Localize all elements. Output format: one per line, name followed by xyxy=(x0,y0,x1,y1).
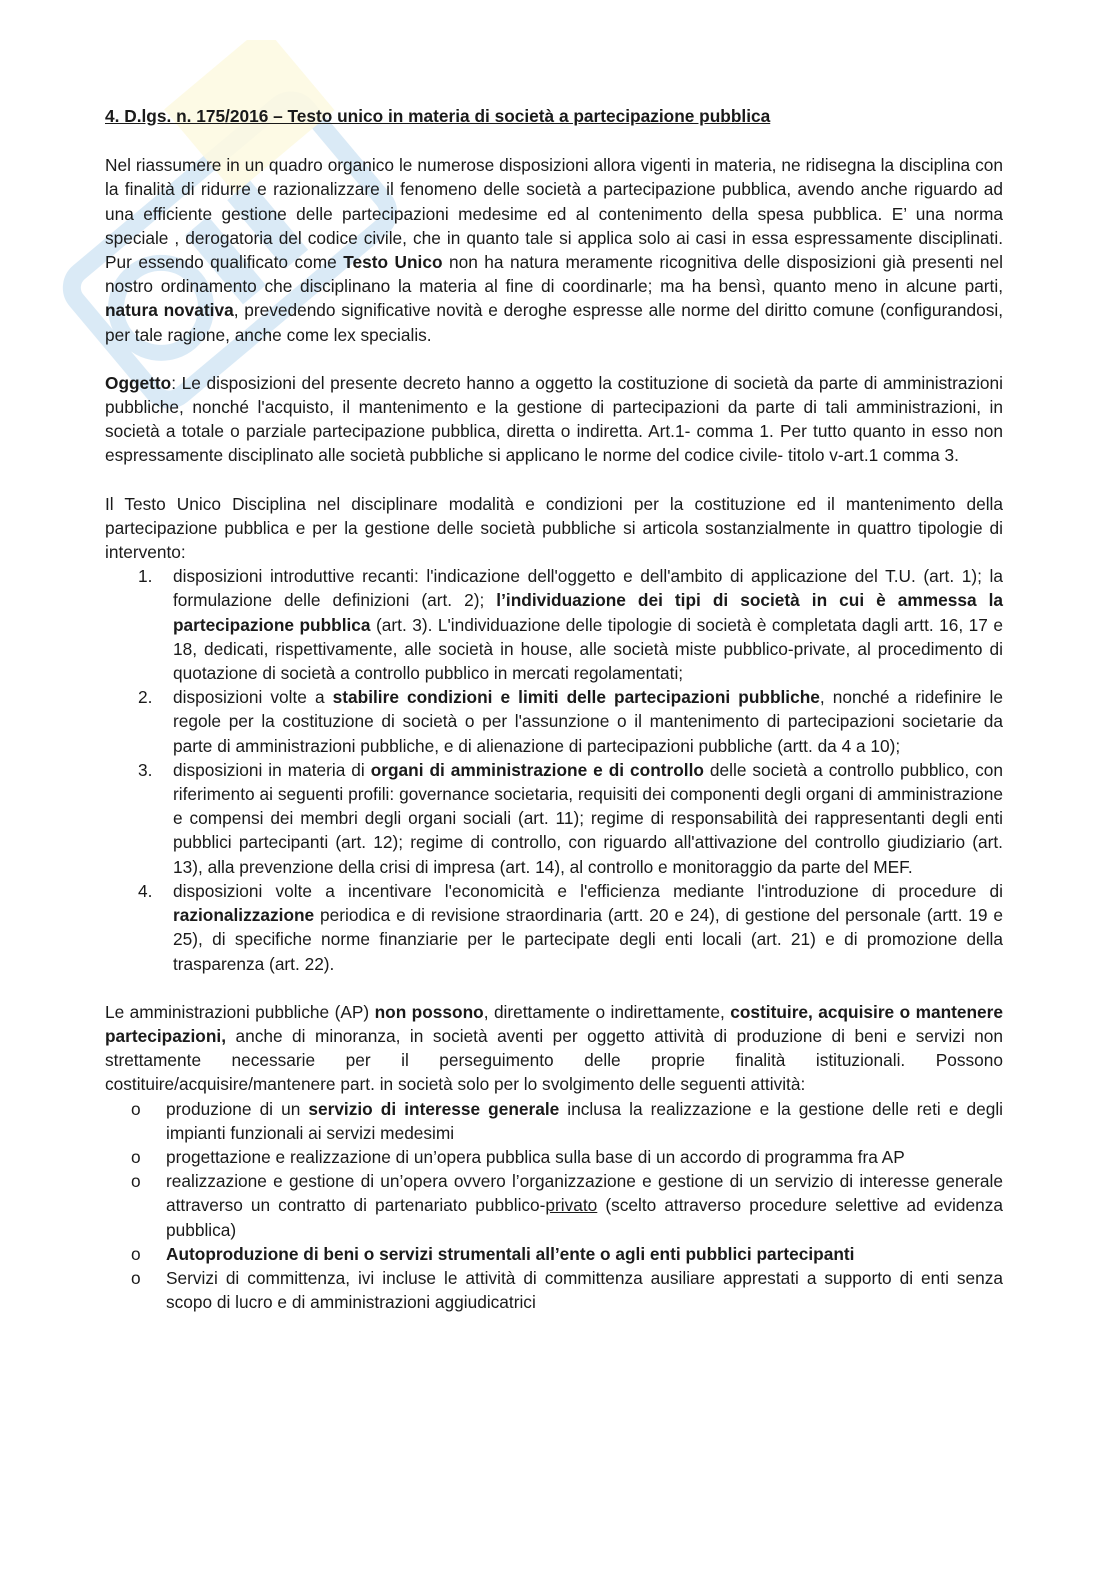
intro-paragraph: Nel riassumere in un quadro organico le numerose disposizioni allora vigenti in materia, ne ridisegna la disciplina con la finalità di ridurre e razionalizzare il fenomeno delle società a partecipazione pubblica, avendo anche riguardo ad una efficiente gestione delle partecipazioni medesime ed al contenimento della spesa pubblica. E’ una norma speciale , derogatoria del codice civile, che in quanto tale si applica solo ai casi in essa espressamente disciplinati. Pur essendo qualificato come Testo Unico non ha natura meramente ricognitiva delle disposizioni già presenti nel nostro ordinamento che disciplinano la materia al fine di coordinarle; ma ha bensì, quanto meno in alcune parti, natura novativa, prevedendo significative novità e deroghe espresse alle norme del diritto comune (configurandosi, per tale ragione, anche come lex specialis. xyxy=(105,155,1004,345)
document-page xyxy=(105,104,1003,1314)
list-item: o produzione di un servizio di interesse generale inclusa la realizzazione e la gestione delle reti e degli impianti funzionali ai servizi medesimi xyxy=(131,1098,1004,1143)
list-item: 3. disposizioni in materia di organi di amministrazione e di controllo delle società a controllo pubblico, con riferimento ai seguenti profili: governance societaria, requisiti dei componenti degli organi di amministrazione e compensi dei membri degli organi sociali (art. 11); regime di responsabilità dei rappresentanti degli enti pubblici partecipanti (art. 12); regime di controllo, con riguardo all'attivazione del controllo giudiziario (art. 13), alla prevenzione della crisi di impresa (art. 14), al controllo e monitoraggio da parte del MEF. xyxy=(138,759,1003,877)
ap-paragraph: Le amministrazioni pubbliche (AP) non possono, direttamente o indirettamente, costituire, acquisire o mantenere partecipazioni, anche di minoranza, in società aventi per oggetto attività di produzione di beni e servizi non strettamente necessarie per il perseguimento delle proprie finalità istituzionali. Possono costituire/acquisire/mantenere part. in società solo per lo svolgimento delle seguenti attività: xyxy=(105,1001,1003,1095)
activities-list xyxy=(105,1097,1003,1315)
list-item: 4. disposizioni volte a incentivare l'economicità e l'efficienza mediante l'introduzione di procedure di razionalizzazione periodica e di revisione straordinaria (artt. 20 e 24), di gestione del personale (artt. 19 e 25), di specifiche norme finanziarie per le partecipate degli enti locali (art. 21) e di promozione della trasparenza (art. 22). xyxy=(138,880,1003,974)
list-item: o realizzazione e gestione di un’opera ovvero l’organizzazione e gestione di un servizio di interesse generale attraverso un contratto di partenariato pubblico-privato (scelto attraverso procedure selettive ad evidenza pubblica) xyxy=(131,1171,1004,1240)
section-title: 4. D.lgs. n. 175/2016 – Testo unico in materia di società a partecipazione pubblica xyxy=(105,106,771,126)
oggetto-paragraph: Oggetto: Le disposizioni del presente decreto hanno a oggetto la costituzione di società da parte di amministrazioni pubbliche, nonché l'acquisto, il mantenimento e la gestione di partecipazioni da parte di tali amministrazioni, in società a totale o parziale partecipazione pubblica, diretta o indiretta. Art.1- comma 1. Per tutto quanto in esso non espressamente disciplinato alle società pubbliche si applicano le norme del codice civile- titolo v-art.1 comma 3. xyxy=(105,372,1003,466)
list-item: o Servizi di committenza, ivi incluse le attività di committenza ausiliare apprestati a supporto di enti senza scopo di lucro e di amministrazioni aggiudicatrici xyxy=(131,1267,1003,1313)
list-item: 1. disposizioni introduttive recanti: l'indicazione dell'oggetto e dell'ambito di applicazione del T.U. (art. 1); la formulazione delle definizioni (art. 2); l’individuazione dei tipi di società in cui è ammessa la partecipazione pubblica (art. 3). L'individuazione delle tipologie di società è completata dagli artt. 16, 17 e 18, dedicati, rispettivamente, alle società in house, alle società miste pubblico-private, al procedimento di quotazione di società a controllo pubblico in mercati regolamentati; xyxy=(138,566,1004,684)
testo-unico-intro: Il Testo Unico Disciplina nel disciplinare modalità e condizioni per la costituzione ed il mantenimento della partecipazione pubblica e per la gestione delle società pubbliche si articola sostanzialmente in quattro tipologie di intervento: xyxy=(105,493,1003,563)
list-item: o progettazione e realizzazione di un’opera pubblica sulla base di un accordo di programma fra AP xyxy=(131,1146,905,1167)
list-item: 2. disposizioni volte a stabilire condizioni e limiti delle partecipazioni pubbliche, nonché a ridefinire le regole per la costituzione di società o per l'assunzione o il mantenimento di partecipazioni societarie da parte di amministrazioni pubbliche, e di alienazione di partecipazioni pubbliche (artt. da 4 a 10); xyxy=(138,687,1003,756)
list-item: o Autoproduzione di beni o servizi strumentali all’ente o agli enti pubblici partecipanti xyxy=(131,1243,855,1264)
oggetto-label: Oggetto xyxy=(105,372,172,393)
intervention-list xyxy=(105,564,1003,975)
